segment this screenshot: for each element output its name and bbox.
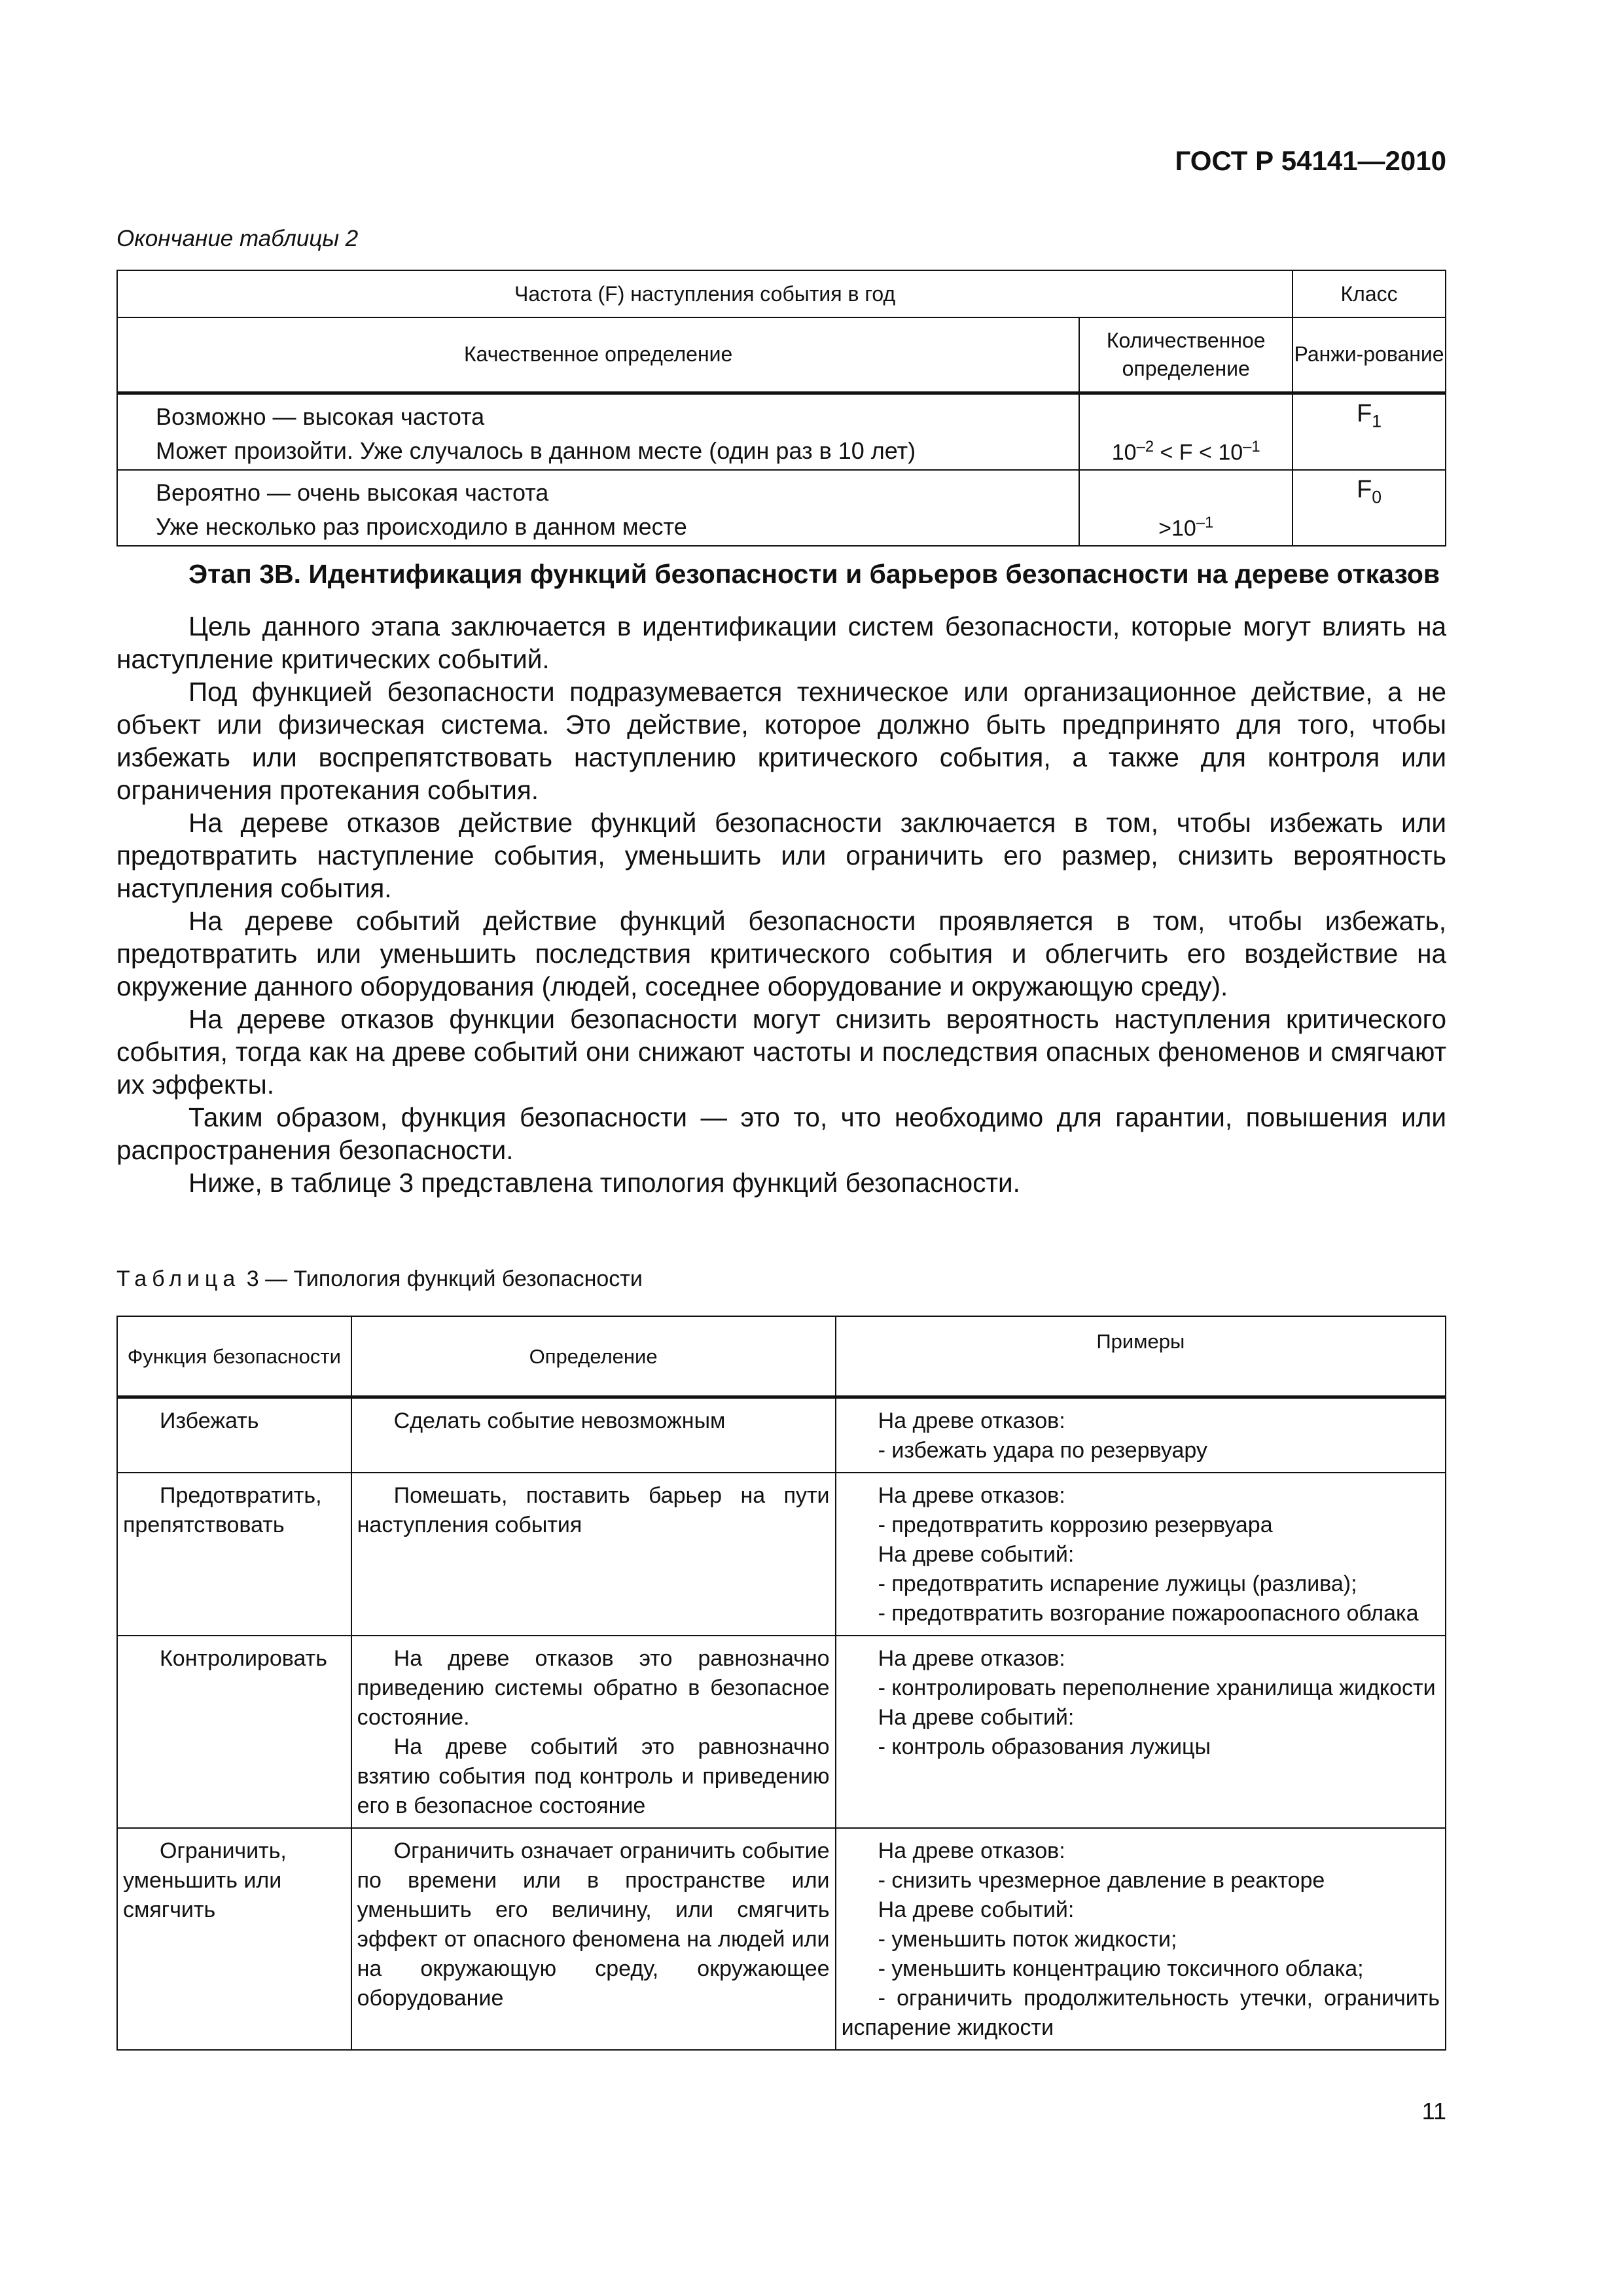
quantitative-cell [1079, 393, 1293, 471]
paragraph: Таким образом, функция безопасности — это то, что необходимо для гарантии, повышения или распространения безопасности. [116, 1102, 1446, 1165]
function-cell [117, 1828, 351, 2050]
definition-cell [351, 1473, 836, 1636]
document-code: ГОСТ Р 54141—2010 [1175, 145, 1446, 176]
header-qualitative: Качественное определение [117, 317, 1079, 393]
example-line: - снизить чрезмерное давление в реакторе [878, 1868, 1325, 1893]
safety-functions-table [116, 1316, 1446, 2051]
examples-cell [836, 1828, 1446, 2050]
paragraph: На дереве событий действие функций безопасности проявляется в том, чтобы избежать, предотвратить или уменьшить последствия критического события и облегчить его воздействие на окружение данного оборудования (людей, соседнее оборудование и окружающую среду). [116, 906, 1446, 1001]
header-ranking: Ранжи-рование [1293, 317, 1446, 393]
page-number: 11 [1421, 2098, 1446, 2125]
class-cell [1293, 470, 1446, 546]
examples-cell [836, 1473, 1446, 1636]
function-text: Ограничить, уменьшить или смягчить [123, 1839, 287, 1922]
quantitative-cell [1079, 470, 1293, 546]
example-line: - контроль образования лужицы [878, 1734, 1211, 1759]
function-text: Контролировать [160, 1646, 327, 1671]
example-line: - ограничить продолжительность утечки, ограничить испарение жидкости [841, 1986, 1440, 2040]
example-line: На древе отказов: [878, 1839, 1065, 1863]
definition-text: Помешать, поставить барьер на пути наступления события [357, 1483, 830, 1537]
paragraph: Цель данного этапа заключается в идентификации систем безопасности, которые могут влиять на наступление критических событий. [116, 611, 1446, 674]
example-line: На древе событий: [878, 1705, 1075, 1730]
function-cell [117, 1636, 351, 1828]
header-class: Класс [1293, 270, 1446, 317]
function-text: Избежать [160, 1408, 259, 1433]
frequency-table [116, 270, 1446, 547]
examples-cell [836, 1397, 1446, 1473]
example-line: На древе отказов: [878, 1646, 1065, 1671]
qualitative-line: Вероятно — очень высокая частота [156, 479, 549, 506]
example-line: - предотвратить возгорание пожароопасного облака [878, 1601, 1419, 1626]
paragraph: На дереве отказов функции безопасности могут снизить вероятность наступления критического события, тогда как на древе событий они снижают частоты и последствия опасных феноменов и смягчают их эффекты. [116, 1004, 1446, 1100]
table-row [117, 1828, 1446, 2050]
paragraph: Под функцией безопасности подразумевается техническое или организационное действие, а не объект или физическая система. Это действие, которое должно быть предпринято для того, чтобы избежать или воспрепятствовать наступлению критического события, а также для контроля или ограничения протекания события. [116, 677, 1446, 805]
quant-base: >10 [1158, 516, 1196, 541]
example-line: - избежать удара по резервуару [878, 1438, 1207, 1463]
table-row [117, 1397, 1446, 1473]
table-row [117, 1473, 1446, 1636]
definition-text: На древе отказов это равнозначно приведению системы обратно в безопасное состояние. [357, 1646, 830, 1730]
quant-exponent: –1 [1196, 513, 1214, 531]
definition-cell [351, 1397, 836, 1473]
function-cell [117, 1397, 351, 1473]
quant-middle: < F < 10 [1154, 440, 1243, 465]
class-subscript: 0 [1372, 487, 1382, 507]
class-subscript: 1 [1372, 411, 1382, 431]
table3-caption [116, 1266, 643, 1292]
header-examples: Примеры [836, 1316, 1446, 1397]
table-row [117, 1636, 1446, 1828]
quant-exponent: –1 [1243, 437, 1260, 456]
header-definition: Определение [351, 1316, 836, 1397]
qualitative-cell [117, 393, 1079, 471]
example-line: На древе отказов: [878, 1408, 1065, 1433]
qualitative-line: Возможно — высокая частота [156, 403, 485, 430]
example-line: - уменьшить концентрацию токсичного облака; [878, 1956, 1364, 1981]
function-cell [117, 1473, 351, 1636]
definition-text: Сделать событие невозможным [393, 1408, 726, 1433]
section-title: Этап 3В. Идентификация функций безопасности и барьеров безопасности на дереве отказов [188, 559, 1440, 589]
function-text: Предотвратить, препятствовать [123, 1483, 322, 1537]
paragraph: На дереве отказов действие функций безопасности заключается в том, чтобы избежать или предотвратить наступление события, уменьшить или ограничить его размер, снизить вероятность наступления события. [116, 808, 1446, 903]
table-row [117, 470, 1446, 546]
definition-text: Ограничить означает ограничить событие по времени или в пространстве или уменьшить его величину, или смягчить эффект от опасного феномена на людей или на окружающую среду, окружающее оборудование [357, 1839, 830, 2011]
definition-text: На древе событий это равнозначно взятию события под контроль и приведению его в безопасное состояние [357, 1734, 830, 1818]
definition-cell [351, 1636, 836, 1828]
example-line: На древе событий: [878, 1897, 1075, 1922]
quant-exponent: –2 [1136, 437, 1154, 456]
example-line: - контролировать переполнение хранилища жидкости [878, 1676, 1436, 1700]
table3-caption-rest: 3 — Типология функций безопасности [240, 1266, 643, 1291]
qualitative-line: Уже несколько раз происходило в данном месте [156, 513, 687, 541]
quant-base: 10 [1111, 440, 1137, 465]
paragraph: Ниже, в таблице 3 представлена типология функций безопасности. [188, 1168, 1020, 1198]
class-letter: F [1357, 476, 1372, 503]
example-line: - уменьшить поток жидкости; [878, 1927, 1177, 1952]
example-line: На древе событий: [878, 1542, 1075, 1567]
class-cell [1293, 393, 1446, 471]
header-function: Функция безопасности [117, 1316, 351, 1397]
table3-caption-word: Таблица [116, 1266, 241, 1291]
header-frequency: Частота (F) наступления события в год [117, 270, 1293, 317]
example-line: На древе отказов: [878, 1483, 1065, 1508]
qualitative-line: Может произойти. Уже случалось в данном месте (один раз в 10 лет) [156, 437, 916, 465]
example-line: - предотвратить коррозию резервуара [878, 1513, 1273, 1537]
definition-cell [351, 1828, 836, 2050]
table-row [117, 393, 1446, 471]
section-body [116, 558, 1446, 1199]
class-letter: F [1357, 400, 1372, 427]
examples-cell [836, 1636, 1446, 1828]
example-line: - предотвратить испарение лужицы (разлива); [878, 1571, 1357, 1596]
qualitative-cell [117, 470, 1079, 546]
header-quantitative: Количественное определение [1079, 317, 1293, 393]
table2-caption: Окончание таблицы 2 [116, 226, 359, 251]
